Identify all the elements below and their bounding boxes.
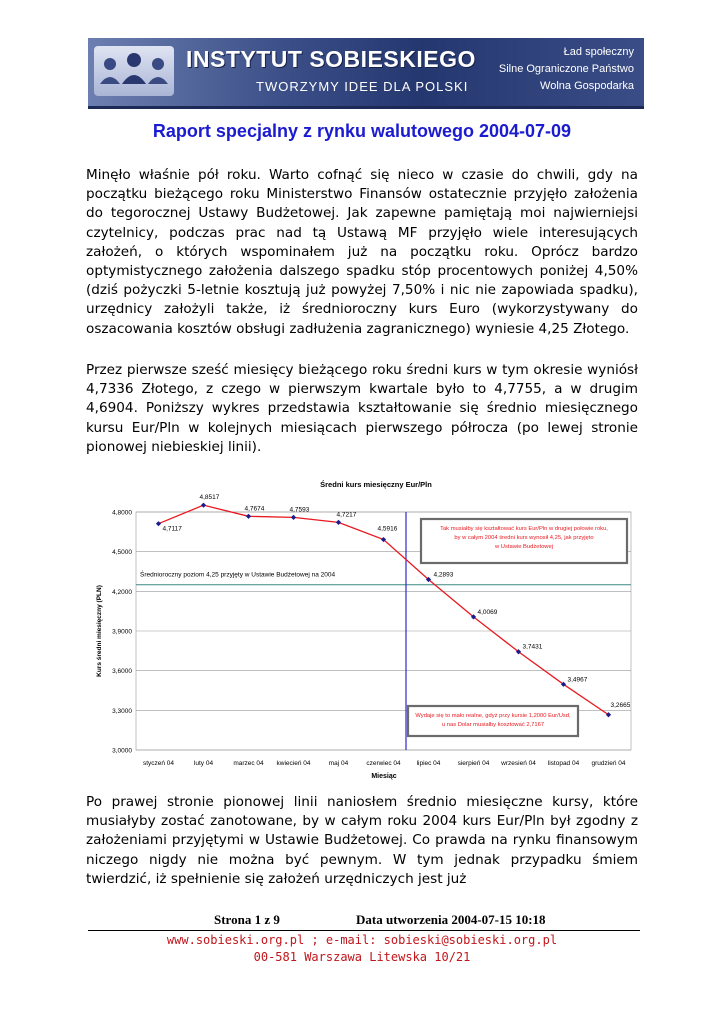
report-title: Raport specjalny z rynku walutowego 2004-07-09	[152, 121, 572, 141]
data-label: 3,4967	[567, 676, 588, 684]
y-tick-label: 3,3000	[112, 707, 132, 715]
value-line: Wolna Gospodarka	[540, 80, 634, 92]
data-label: 4,7117	[162, 525, 182, 533]
x-tick-label: kwiecień 04	[276, 760, 311, 767]
institute-values	[499, 44, 634, 95]
y-tick-label: 3,6000	[112, 668, 132, 676]
x-tick-label: wrzesień 04	[501, 760, 536, 767]
x-tick-label: maj 04	[328, 760, 349, 767]
y-tick-label: 3,9000	[112, 628, 132, 636]
eur-pln-chart	[88, 470, 640, 788]
annotation-warning-text: Wydaje się to mało realne, gdyż przy kursie 1,2000 Eur/Usd,	[415, 713, 571, 719]
x-tick-label: grudzień 04	[591, 760, 626, 767]
paragraph-second-half: Po prawej stronie pionowej linii naniosłem średnio miesięczne kursy, które musiałyby zostać zanotowane, by w całym roku 2004 kurs Eur/Pln był zgodny z założeniami przyjętymi w Ustawie Budżetowej. Co prawda na rynku finansowym niczego nigdy nie można być pewnym. W tym jednak przypadku śmiem twierdzić, iż spełnienie się założeń urzędniczych jest już	[86, 794, 638, 887]
data-point	[336, 520, 341, 525]
data-label: 4,2893	[433, 571, 454, 579]
paragraph-first-half: Przez pierwsze sześć miesięcy bieżącego roku średni kurs w tym okresie wyniósł 4,7336 Złotego, z czego w pierwszym kwartale było to 4,7755, a w drugim 4,6904. Poniższy wykres przedstawia kształtowanie się średnio miesięcznego kursu Eur/Pln w kolejnych miesiącach pierwszego półrocza (po lewej stronie pionowej niebieskiej linii).	[86, 362, 638, 455]
data-point	[246, 514, 251, 519]
data-point	[156, 521, 161, 526]
institute-motto: TWORZYMY IDEE DLA POLSKI	[256, 79, 469, 94]
data-point	[201, 503, 206, 508]
x-tick-label: sierpień 04	[457, 760, 490, 767]
data-label: 3,7431	[522, 643, 543, 651]
creation-date: Data utworzenia 2004-07-15 10:18	[356, 912, 546, 927]
annotation-warning-text: u nas Dolar musiałby kosztować 2,7167	[441, 722, 545, 728]
paragraph-intro: Minęło właśnie pół roku. Warto cofnąć się nieco w czasie do chwili, gdy na początku bieżącego roku Ministerstwo Finansów ostatecznie przyjęło założenia do tegorocznej Ustawy Budżetowej. Jak zapewne pamiętają moi najwierniejsi czytelnicy, podczas prac nad tą Ustawą MF przyjęło wiele interesujących założeń, o których wspominałem już na początku roku. Oprócz bardzo optymistycznego założenia dalszego spadku stóp procentowych poniżej 4,50% (dziś pożyczki 5-letnie kosztują już powyżej 7,50% i nic nie zapowiada spadku), urzędnicy założyli także, iż średnioroczny kurs Euro (wykorzystywany do oszacowania kosztów obsługi zadłużenia zagranicznego) wyniesie 4,25 Złotego.	[86, 167, 638, 337]
data-point	[291, 515, 296, 520]
data-label: 4,0069	[477, 608, 498, 616]
institute-logo-icon	[94, 46, 174, 96]
y-axis-title: Kurs średni miesięczny (PLN)	[96, 585, 103, 677]
footer-address: 00-581 Warszawa Litewska 10/21	[253, 950, 471, 964]
x-tick-label: lipiec 04	[416, 760, 441, 767]
annotation-note-text: by w całym 2004 średni kurs wynosił 4,25, jak przyjęto	[454, 535, 594, 541]
x-tick-label: listopad 04	[547, 760, 580, 767]
x-tick-label: czerwiec 04	[366, 760, 401, 767]
data-label: 4,8517	[199, 494, 220, 502]
chart-title: Średni kurs miesięczny Eur/Pln	[320, 480, 432, 489]
data-label: 4,5916	[377, 525, 398, 533]
page-number: Strona 1 z 9	[214, 912, 280, 927]
value-line: Silne Ograniczone Państwo	[498, 63, 634, 75]
x-tick-label: marzec 04	[233, 760, 264, 767]
x-tick-label: luty 04	[193, 760, 214, 767]
data-label: 3,2665	[610, 701, 631, 709]
annotation-note-text: Tak musiałby się kształtować kurs Eur/Pln w drugiej połowie roku,	[440, 526, 608, 532]
reference-line-label: Średnioroczny poziom 4,25 przyjęty w Ustawie Budżetowej na 2004	[140, 571, 336, 579]
y-tick-label: 3,0000	[112, 747, 132, 755]
x-axis-title: Miesiąc	[371, 773, 397, 780]
header-banner	[88, 38, 644, 109]
institute-name: INSTYTUT SOBIESKIEGO	[186, 46, 476, 72]
x-tick-label: styczeń 04	[142, 760, 175, 767]
data-label: 4,7217	[336, 511, 357, 519]
annotation-warning-box	[408, 706, 578, 736]
footer-divider	[88, 930, 640, 931]
y-tick-label: 4,5000	[112, 549, 132, 557]
data-label: 4,7593	[289, 506, 310, 514]
value-line: Ład społeczny	[563, 46, 634, 58]
footer-contact[interactable]: www.sobieski.org.pl ; e-mail: sobieski@sobieski.org.pl	[166, 933, 558, 947]
y-tick-label: 4,2000	[112, 588, 132, 596]
annotation-note-text: w Ustawie Budżetowej	[495, 544, 553, 550]
data-label: 4,7674	[244, 505, 265, 513]
y-tick-label: 4,8000	[112, 509, 132, 517]
